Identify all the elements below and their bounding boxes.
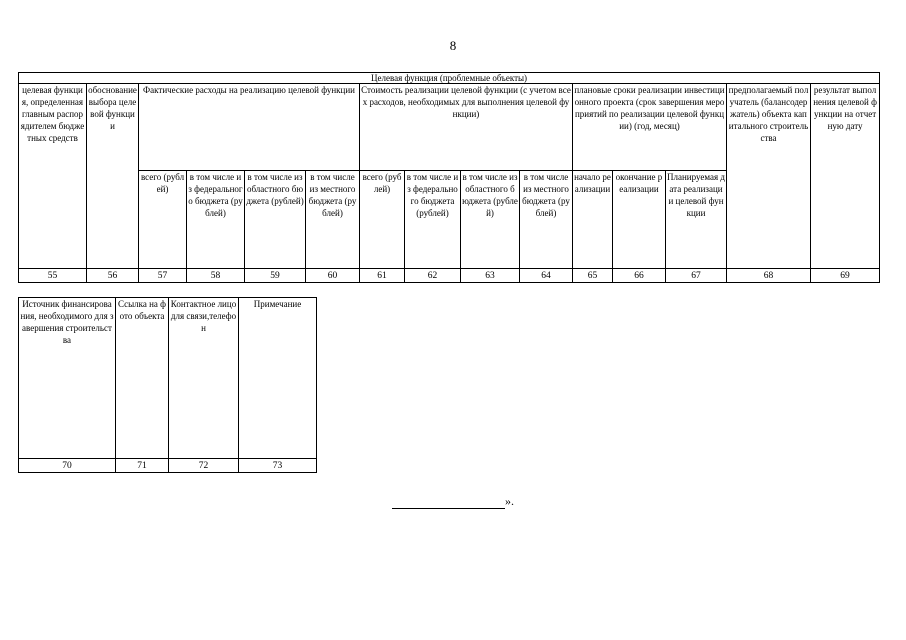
column-numbers-row <box>19 269 880 283</box>
column-number: 72 <box>169 459 239 473</box>
subheader-actual-total: всего (рублей) <box>139 171 187 269</box>
subheader-end: окончание реализации <box>613 171 666 269</box>
column-number: 64 <box>520 269 573 283</box>
header-planned-terms: плановые сроки реализации инвестиционного проекта (срок завершения мероприятий по реализации целевой функции) (год, месяц) <box>573 84 727 171</box>
closing-mark <box>392 494 514 509</box>
subheader-start: начало реализации <box>573 171 613 269</box>
subheader-cost-regional: в том числе из областного бюджета (рублей) <box>461 171 520 269</box>
column-number: 70 <box>19 459 116 473</box>
subheader-cost-local: в том числе из местного бюджета (рублей) <box>520 171 573 269</box>
header-actual-expenses: Фактические расходы на реализацию целевой функции <box>139 84 360 171</box>
header-note: Примечание <box>239 298 317 459</box>
column-number: 56 <box>87 269 139 283</box>
subheader-planned-date: Планируемая дата реализации целевой функции <box>666 171 727 269</box>
table-title: Целевая функция (проблемные объекты) <box>19 73 880 84</box>
column-number: 67 <box>666 269 727 283</box>
column-number: 73 <box>239 459 317 473</box>
column-number: 62 <box>405 269 461 283</box>
subheader-cost-federal: в том числе из федерального бюджета (рублей) <box>405 171 461 269</box>
subheader-actual-regional: в том числе из областного бюджета (рублей) <box>245 171 306 269</box>
column-number: 63 <box>461 269 520 283</box>
page-number: 8 <box>449 38 457 53</box>
column-number: 55 <box>19 269 87 283</box>
blank-line <box>392 496 505 509</box>
header-photo-link: Ссылка на фото объекта <box>116 298 169 459</box>
subheader-actual-federal: в том числе из федерального бюджета (рублей) <box>187 171 245 269</box>
header-recipient: предполагаемый получатель (балансодержатель) объекта капитального строительства <box>727 84 811 269</box>
column-number: 71 <box>116 459 169 473</box>
column-number: 60 <box>306 269 360 283</box>
column-number: 69 <box>811 269 880 283</box>
subheader-cost-total: всего (рублей) <box>360 171 405 269</box>
header-contact: Контактное лицо для связи,телефон <box>169 298 239 459</box>
column-number: 66 <box>613 269 666 283</box>
header-justification: обоснование выбора целевой функции <box>87 84 139 269</box>
closing-quote: ». <box>505 494 514 508</box>
header-result: результат выполнения целевой функции на отчетную дату <box>811 84 880 269</box>
column-number: 59 <box>245 269 306 283</box>
financing-table <box>18 297 317 473</box>
target-function-table <box>18 72 880 283</box>
column-number: 61 <box>360 269 405 283</box>
column-number: 65 <box>573 269 613 283</box>
header-implementation-cost: Стоимость реализации целевой функции (с учетом всех расходов, необходимых для выполнения целевой функции) <box>360 84 573 171</box>
header-financing-source: Источник финансирования, необходимого для завершения строительства <box>19 298 116 459</box>
column-number: 58 <box>187 269 245 283</box>
column-number: 68 <box>727 269 811 283</box>
column-number: 57 <box>139 269 187 283</box>
header-target-function: целевая функция, определенная главным распорядителем бюджетных средств <box>19 84 87 269</box>
column-numbers-row <box>19 459 317 473</box>
subheader-actual-local: в том числе из местного бюджета (рублей) <box>306 171 360 269</box>
